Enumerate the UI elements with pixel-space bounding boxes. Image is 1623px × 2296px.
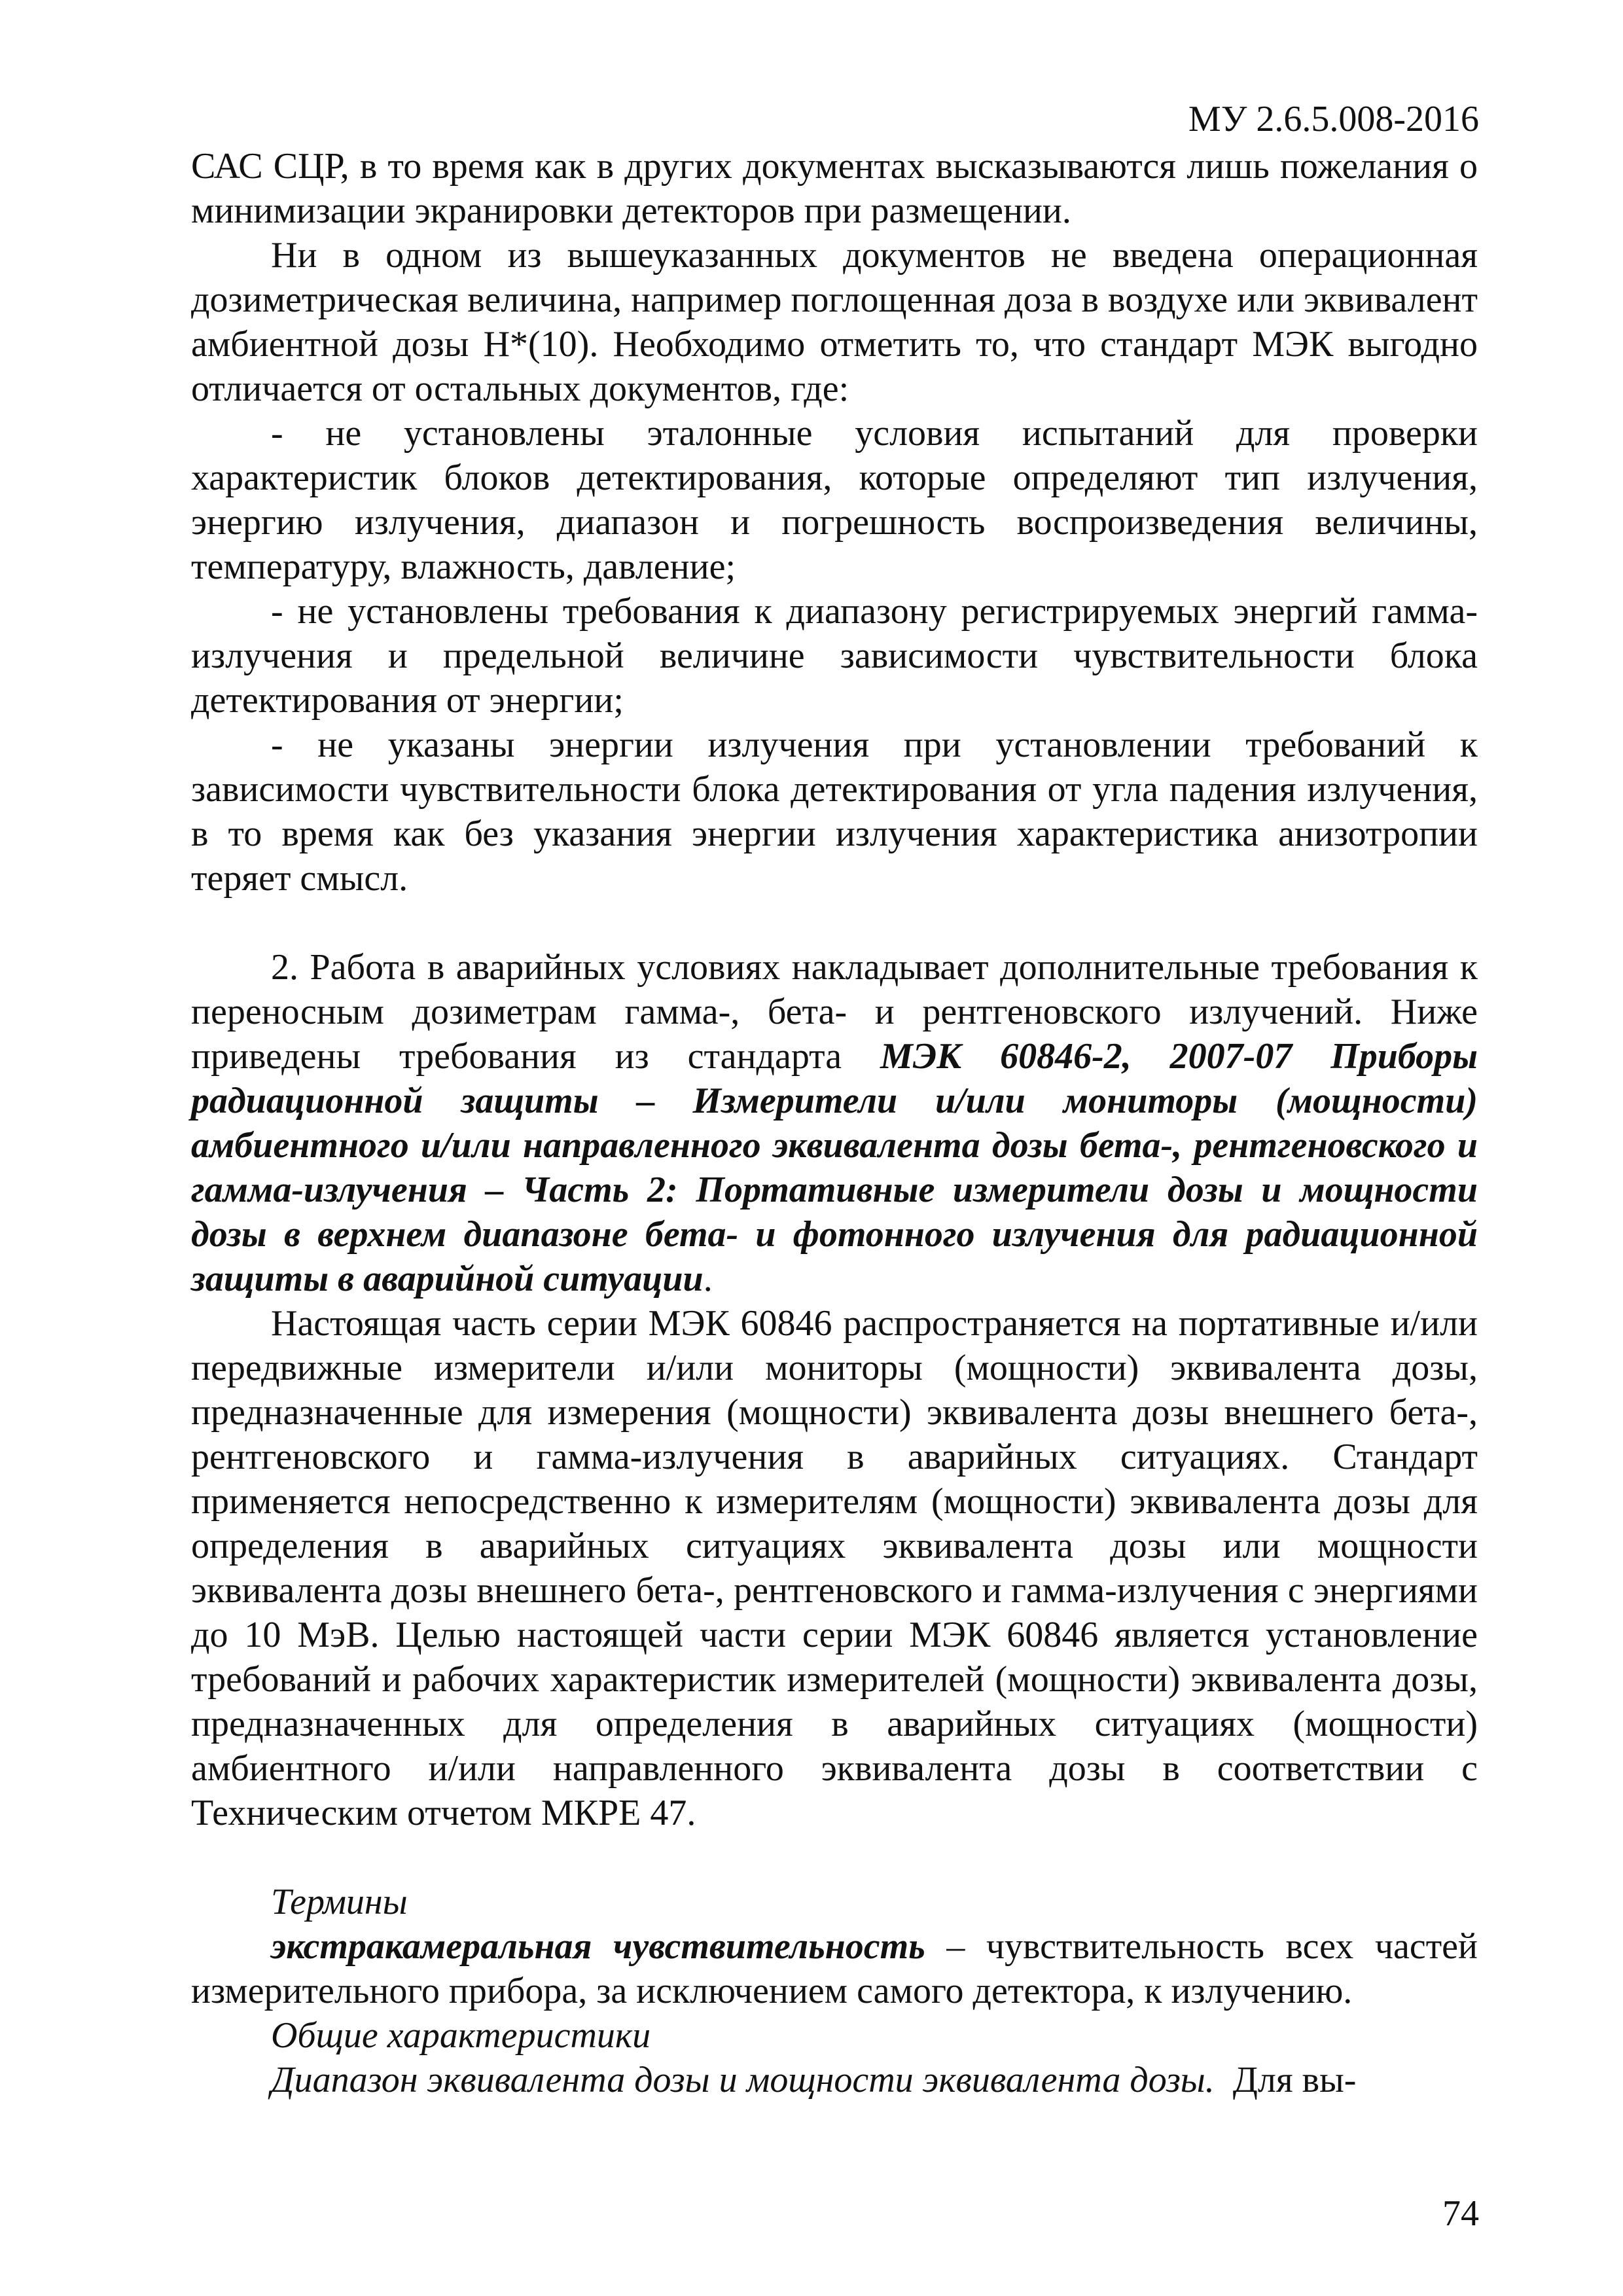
list-item-angle-energy: - не указаны энергии излучения при установлении требований к зависимости чувствительности блока детектирования от угла падения излучения, в то время как без указания энергии излучения характеристика анизотропии теряет смысл. [191, 725, 1478, 899]
paragraph-dosimetric-quantity: Ни в одном из вышеуказанных документов не введена операционная дозиметрическая величина, например поглощенная доза в воздухе или эквивалент амбиентной дозы H*(10). Необходимо отметить то, что стандарт МЭК выгодно отличается от остальных документов, где: [191, 235, 1478, 409]
term-definition [191, 1924, 1478, 2013]
paragraph-standard-scope: Настоящая часть серии МЭК 60846 распространяется на портативные и/или передвижные измерители и/или мониторы (мощности) эквивалента дозы, предназначенные для измерения (мощности) эквивалента дозы внешнего бета-, рентгеновского и гамма-излучения в аварийных ситуациях. Стандарт применяется непосредственно к измерителям (мощности) эквивалента дозы для определения в аварийных ситуациях эквивалента дозы или мощности эквивалента дозы внешнего бета-, рентгеновского и гамма-излучения с энергиями до 10 МэВ. Целью настоящей части серии МЭК 60846 является установление требований и рабочих характеристик измерителей (мощности) эквивалента дозы, предназначенных для определения в аварийных ситуациях (мощности) амбиентного и/или направленного эквивалента дозы в соответствии с Техническим отчетом МКРЕ 47. [191, 1303, 1478, 1833]
document-code-header: МУ 2.6.5.008-2016 [1188, 99, 1479, 139]
page-number: 74 [1442, 2193, 1479, 2234]
paragraph-emergency-lead: 2. Работа в аварийных условиях накладывает дополнительные требования к переносным дозиметрам гамма-, бета- и рентгеновского излучений. Ниже приведены требования из стандарта [191, 947, 1478, 1077]
standard-title: МЭК 60846-2, 2007-07 Приборы радиационной защиты – Измерители и/или мониторы (мощности) амбиентного и/или направленного эквивалента дозы бета-, рентгеновского и гамма-излучения – Часть 2: Портативные измерители дозы и мощности дозы в верхнем диапазоне бета- и фотонного излучения для радиационной защиты в аварийной ситуации [191, 1036, 1478, 1299]
section-heading-terms: Термины [271, 1882, 408, 1922]
paragraph-emergency-end: . [703, 1259, 713, 1299]
document-body [191, 144, 1478, 2102]
term-name: экстракамеральная чувствительность [271, 1926, 925, 1967]
list-item-energy-range: - не установлены требования к диапазону регистрируемых энергий гамма-излучения и предельной величине зависимости чувствительности блока детектирования от энергии; [191, 591, 1478, 721]
paragraph-emergency-conditions [191, 945, 1478, 1301]
list-item-reference-conditions: - не установлены эталонные условия испытаний для проверки характеристик блоков детектирования, которые определяют тип излучения, энергию излучения, диапазон и погрешность воспроизведения величины, температуру, влажность, давление; [191, 413, 1478, 587]
term-text: – чувствительность всех частей измерительного прибора, за исключением самого детектора, к излучению. [191, 1926, 1478, 2011]
dose-range-heading: Диапазон эквивалента дозы и мощности эквивалента дозы. [271, 2060, 1215, 2100]
dose-range-tail: Для вы- [1214, 2060, 1357, 2100]
paragraph-dose-range [191, 2058, 1478, 2102]
paragraph-continuation: САС СЦР, в то время как в других документах высказываются лишь пожелания о минимизации экранировки детекторов при размещении. [191, 146, 1478, 231]
section-heading-general: Общие характеристики [271, 2015, 651, 2056]
